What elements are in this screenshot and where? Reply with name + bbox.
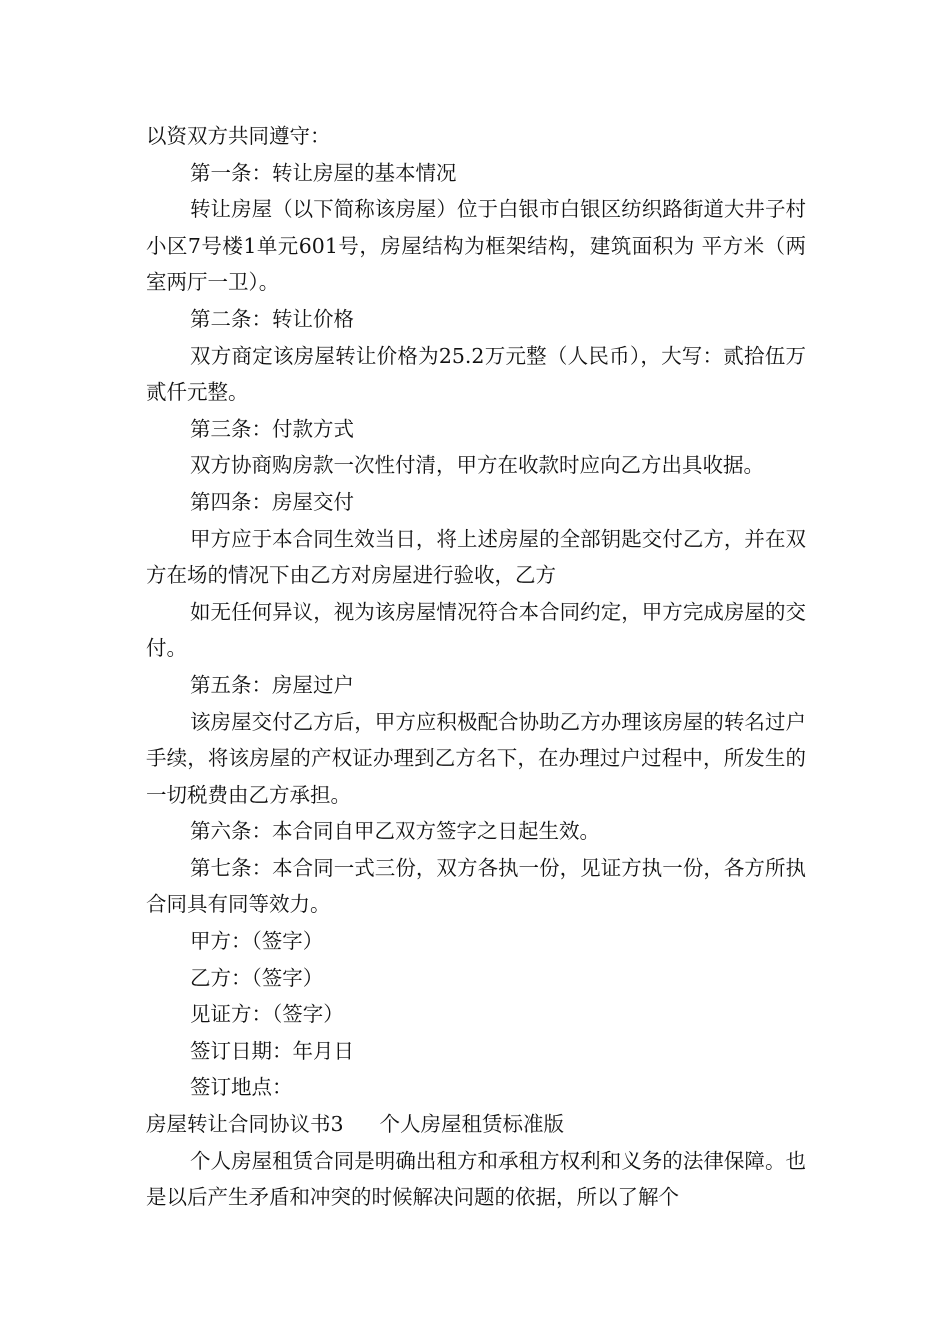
article-1-heading: 第一条：转让房屋的基本情况 xyxy=(190,160,457,185)
article-7: 第七条：本合同一式三份，双方各执一份，见证方执一份，各方所执合同具有同等效力。 xyxy=(146,855,806,917)
article-4-body-continued: 如无任何异议，视为该房屋情况符合本合同约定，甲方完成房屋的交付。 xyxy=(146,599,806,661)
article-5-heading: 第五条：房屋过户 xyxy=(190,672,354,697)
section-title-right: 个人房屋租赁标准版 xyxy=(379,1112,565,1137)
article-4-heading: 第四条：房屋交付 xyxy=(190,489,354,514)
article-3-body: 双方协商购房款一次性付清，甲方在收款时应向乙方出具收据。 xyxy=(190,453,764,478)
article-5-body: 该房屋交付乙方后，甲方应积极配合协助乙方办理该房屋的转名过户手续，将该房屋的产权证办理到乙方名下，在办理过户过程中，所发生的一切税费由乙方承担。 xyxy=(146,709,806,807)
section-title-left: 房屋转让合同协议书3 xyxy=(146,1112,344,1137)
article-6: 第六条：本合同自甲乙双方签字之日起生效。 xyxy=(190,819,600,844)
article-3-heading: 第三条：付款方式 xyxy=(190,416,354,441)
signing-place: 签订地点： xyxy=(190,1075,293,1100)
article-1-body: 转让房屋（以下简称该房屋）位于白银市白银区纺织路街道大井子村小区7号楼1单元601号，房屋结构为框架结构，建筑面积为 平方米（两室两厅一卫）。 xyxy=(146,197,806,295)
party-b-signature: 乙方：（签字） xyxy=(190,965,324,990)
article-2-heading: 第二条：转让价格 xyxy=(190,306,354,331)
intro-line: 以资双方共同遵守： xyxy=(146,124,331,148)
article-2-body: 双方商定该房屋转让价格为25.2万元整（人民币），大写：贰拾伍万贰仟元整。 xyxy=(146,343,806,405)
article-4-body: 甲方应于本合同生效当日，将上述房屋的全部钥匙交付乙方，并在双方在场的情况下由乙方对房屋进行验收，乙方 xyxy=(146,526,806,588)
closing-paragraph: 个人房屋租赁合同是明确出租方和承租方权利和义务的法律保障。也是以后产生矛盾和冲突的时候解决问题的依据，所以了解个 xyxy=(146,1148,806,1210)
signing-date: 签订日期：年月日 xyxy=(190,1038,354,1063)
party-a-signature: 甲方：（签字） xyxy=(190,929,324,954)
section-title xyxy=(146,1106,806,1143)
document-page xyxy=(146,118,806,1216)
witness-signature: 见证方：（签字） xyxy=(190,1002,344,1027)
